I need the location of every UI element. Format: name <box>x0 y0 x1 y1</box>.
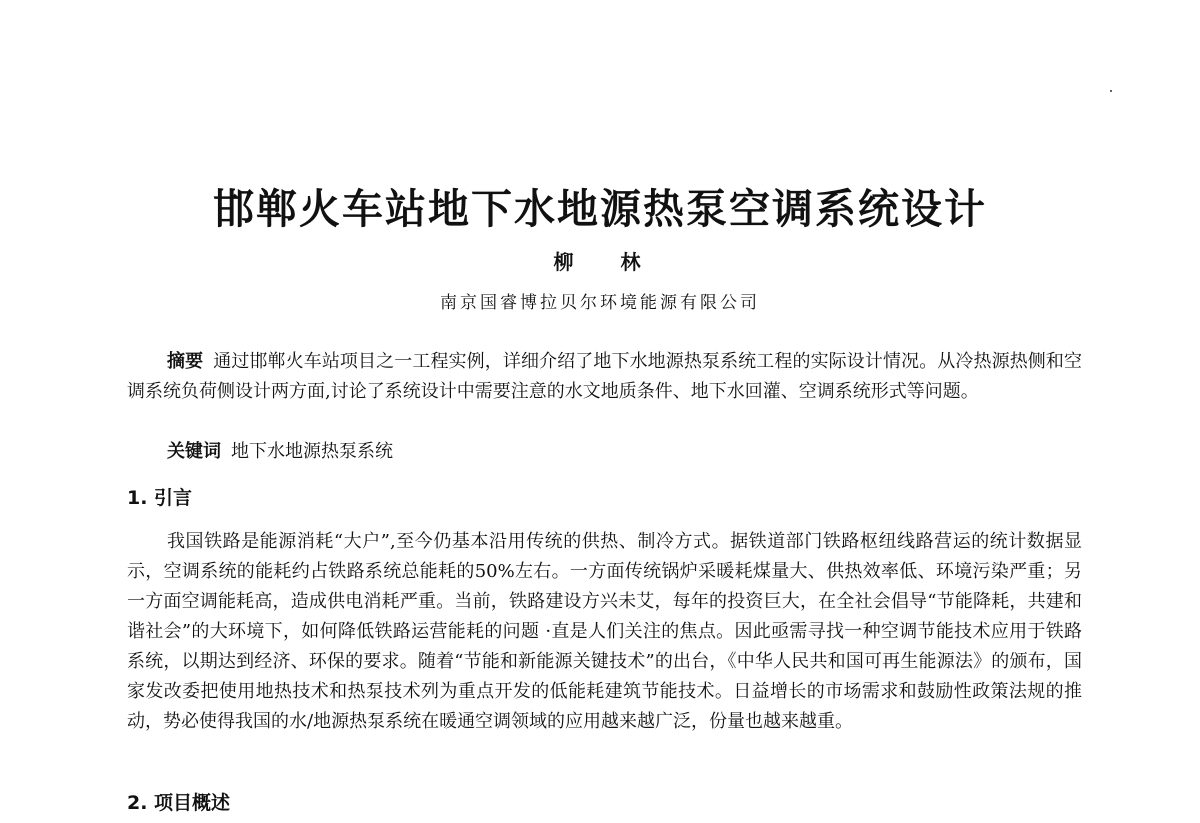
section-heading-project-overview: 2. 项目概述 <box>127 792 231 814</box>
introduction-paragraph: 我国铁路是能源消耗“大户”,至今仍基本沿用传统的供热、制冷方式。据铁道部门铁路枢纽线路营运的统计数据显示，空调系统的能耗约占铁路系统总能耗的50%左右。一方面传统锅炉采暖耗煤量大、供热效率低、环境污染严重；另一方面空调能耗高，造成供电消耗严重。当前，铁路建设方兴未艾，每年的投资巨大，在全社会倡导“节能降耗，共建和谐社会”的大环境下，如何降低铁路运营能耗的问题 ·直是人们关注的焦点。因此亟需寻找一种空调节能技术应用于铁路系统，以期达到经济、环保的要求。随着“节能和新能源关键技术”的出台，《中华人民共和国可再生能源法》的颁布，国家发改委把使用地热技术和热泵技术列为重点开发的低能耗建筑节能技术。日益增长的市场需求和鼓励性政策法规的推动，势必使得我国的水/地源热泵系统在暖通空调领域的应用越来越广泛，份量也越来越重。 <box>127 531 1082 732</box>
abstract-paragraph <box>127 347 1082 407</box>
keywords-paragraph <box>127 437 1082 467</box>
author-name: 柳 林 <box>553 250 661 274</box>
affiliation: 南京国睿博拉贝尔环境能源有限公司 <box>440 293 760 313</box>
scan-speck <box>1110 90 1112 92</box>
keywords-text: 地下水地源热泵系统 <box>231 441 393 462</box>
paper-title: 邯郸火车站地下水地源热泵空调系统设计 <box>213 185 987 233</box>
keywords-label: 关键词 <box>167 441 221 462</box>
abstract-text: 通过邯郸火车站项目之一工程实例，详细介绍了地下水地源热泵系统工程的实际设计情况。从冷热源热侧和空调系统负荷侧设计两方面,讨论了系统设计中需要注意的水文地质条件、地下水回灌、空调系统形式等问题。 <box>127 351 1083 402</box>
abstract-label: 摘要 <box>167 351 204 372</box>
section-heading-introduction: 1. 引言 <box>127 487 193 509</box>
